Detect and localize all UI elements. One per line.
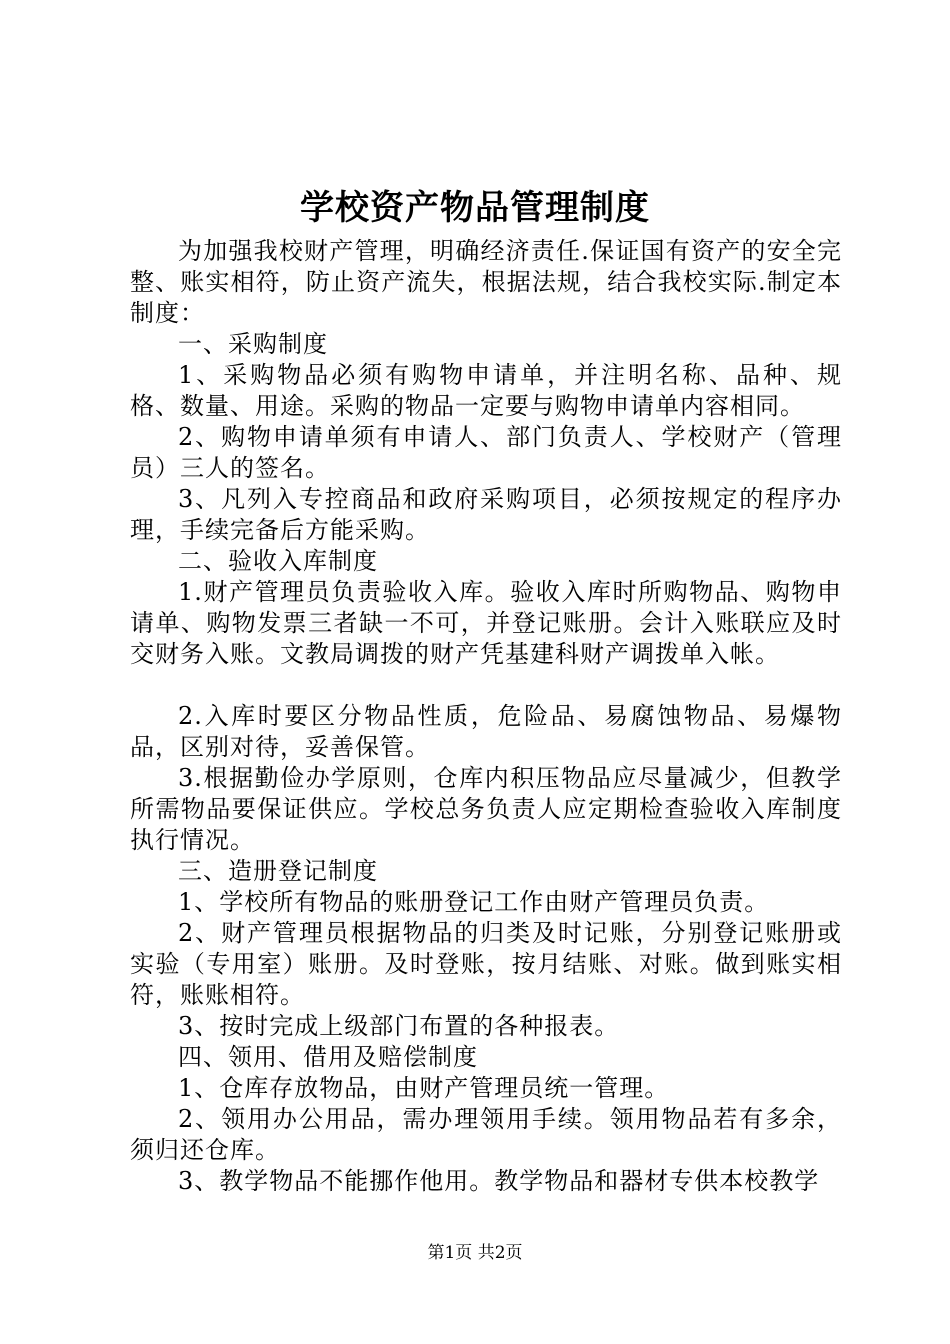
- paragraph: 1、仓库存放物品，由财产管理员统一管理。: [178, 1074, 670, 1102]
- paragraph: 1、学校所有物品的账册登记工作由财产管理员负责。: [178, 888, 770, 916]
- page-number-footer: 第1页 共2页: [427, 1243, 523, 1263]
- section-heading-registration: 三、造册登记制度: [178, 857, 378, 885]
- paragraph: 3.根据勤俭办学原则，仓库内积压物品应尽量减少，但教学所需物品要保证供应。学校总务负责人应定期检查验收入库制度执行情况。: [130, 764, 842, 854]
- paragraph: 1.财产管理员负责验收入库。验收入库时所购物品、购物申请单、购物发票三者缺一不可，并登记账册。会计入账联应及时交财务入账。文教局调拨的财产凭基建科财产调拨单入帐。: [130, 578, 842, 668]
- section-heading-acceptance: 二、验收入库制度: [178, 547, 378, 575]
- blank-line: [130, 670, 842, 701]
- section-heading-requisition: 四、领用、借用及赔偿制度: [178, 1043, 478, 1071]
- paragraph: 2、财产管理员根据物品的归类及时记账，分别登记账册或实验（专用室）账册。及时登账，按月结账、对账。做到账实相符，账账相符。: [130, 919, 842, 1009]
- paragraph: 2、领用办公用品，需办理领用手续。领用物品若有多余，须归还仓库。: [130, 1105, 842, 1164]
- document-body: [130, 236, 842, 1197]
- paragraph: 3、按时完成上级部门布置的各种报表。: [178, 1012, 620, 1040]
- paragraph: 3、凡列入专控商品和政府采购项目，必须按规定的程序办理，手续完备后方能采购。: [130, 485, 842, 544]
- section-heading-procurement: 一、采购制度: [178, 330, 328, 358]
- paragraph: 1、采购物品必须有购物申请单，并注明名称、品种、规格、数量、用途。采购的物品一定要与购物申请单内容相同。: [130, 361, 842, 420]
- paragraph-intro: 为加强我校财产管理，明确经济责任.保证国有资产的安全完整、账实相符，防止资产流失，根据法规，结合我校实际.制定本制度：: [130, 237, 842, 327]
- paragraph: 2.入库时要区分物品性质，危险品、易腐蚀物品、易爆物品，区别对待，妥善保管。: [130, 702, 842, 761]
- paragraph: 3、教学物品不能挪作他用。教学物品和器材专供本校教学: [178, 1167, 820, 1195]
- paragraph: 2、购物申请单须有申请人、部门负责人、学校财产（管理员）三人的签名。: [130, 423, 842, 482]
- document-title: 学校资产物品管理制度: [300, 188, 650, 228]
